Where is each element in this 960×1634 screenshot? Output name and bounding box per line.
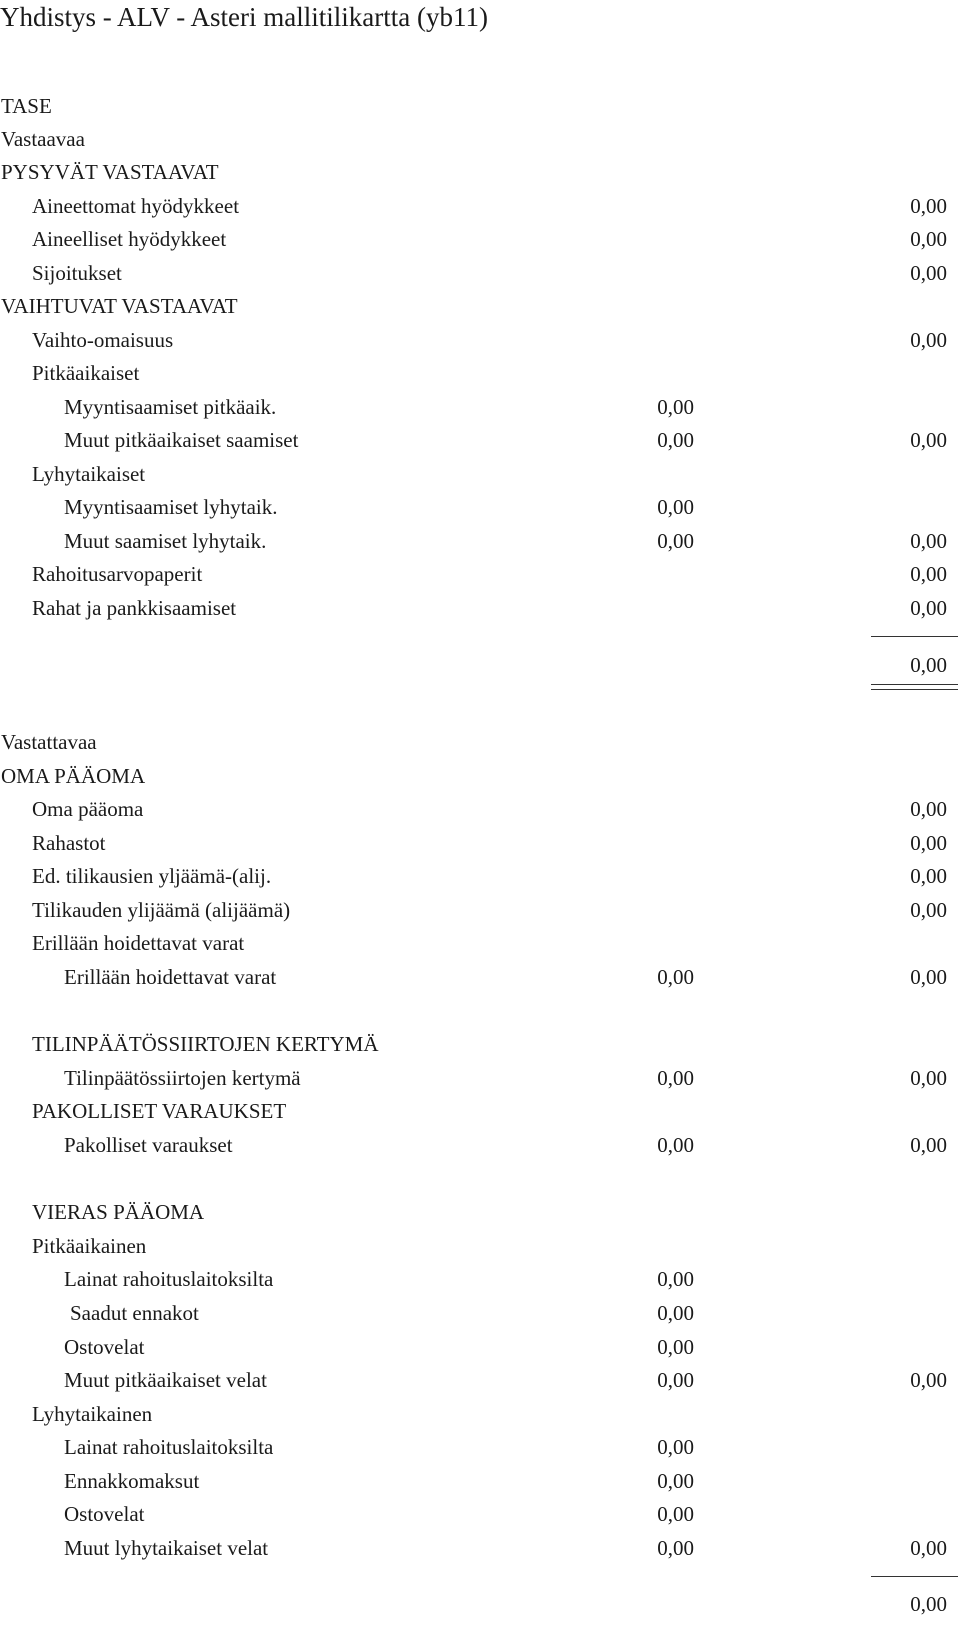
group-heading-tilinpaatos [0, 1027, 960, 1061]
assets-grand-total-row [0, 648, 960, 682]
row-label: Pakolliset varaukset [64, 1133, 233, 1157]
row-label: Pitkäaikainen [32, 1234, 147, 1258]
sub-value: 0,00 [657, 1267, 694, 1291]
sub-value: 0,00 [657, 395, 694, 419]
row-label: Lainat rahoituslaitoksilta [64, 1435, 274, 1459]
account-row [0, 557, 960, 591]
row-label: Rahoitusarvopaperit [32, 562, 203, 586]
row-label: OMA PÄÄOMA [1, 764, 146, 788]
account-row [0, 859, 960, 893]
account-row [0, 1430, 960, 1464]
row-label: Ennakkomaksut [64, 1469, 200, 1493]
row-label: Muut lyhytaikaiset velat [64, 1536, 269, 1560]
row-label: Oma pääoma [32, 797, 144, 821]
total-value: 0,00 [910, 328, 947, 352]
account-row [0, 490, 960, 524]
sum-rule [871, 636, 958, 637]
row-label: Vastattavaa [1, 730, 97, 754]
row-label: Lyhytaikaiset [32, 462, 146, 486]
total-value: 0,00 [910, 1368, 947, 1392]
total-value: 0,00 [910, 562, 947, 586]
row-label: PYSYVÄT VASTAAVAT [1, 160, 219, 184]
subgroup-heading [0, 926, 960, 960]
sub-value: 0,00 [657, 965, 694, 989]
row-label: Lyhytaikainen [32, 1402, 153, 1426]
row-label: Tilikauden ylijäämä (alijäämä) [32, 898, 291, 922]
sub-value: 0,00 [657, 1335, 694, 1359]
account-row [0, 1128, 960, 1162]
group-heading-pysyvat [0, 155, 960, 189]
row-label: Ed. tilikausien yljäämä-(alij. [32, 864, 272, 888]
row-label: Pitkäaikaiset [32, 361, 140, 385]
group-heading-pakolliset [0, 1094, 960, 1128]
account-row [0, 1061, 960, 1095]
row-label: TASE [1, 94, 52, 118]
account-row [0, 893, 960, 927]
total-value: 0,00 [910, 965, 947, 989]
row-label: Ostovelat [64, 1502, 145, 1526]
subgroup-heading [0, 1229, 960, 1263]
account-row [0, 1531, 960, 1565]
subgroup-heading [0, 457, 960, 491]
total-value: 0,00 [910, 898, 947, 922]
sum-rule [871, 1576, 958, 1577]
sub-value: 0,00 [657, 1066, 694, 1090]
sub-value: 0,00 [657, 1502, 694, 1526]
sub-value: 0,00 [657, 529, 694, 553]
account-row [0, 1497, 960, 1531]
row-label: PAKOLLISET VARAUKSET [32, 1099, 287, 1123]
row-label: Lainat rahoituslaitoksilta [64, 1267, 274, 1291]
account-row [0, 256, 960, 290]
account-row [0, 960, 960, 994]
row-label: Muut pitkäaikaiset velat [64, 1368, 267, 1392]
row-label: Sijoitukset [32, 261, 122, 285]
row-label: Erillään hoidettavat varat [32, 931, 245, 955]
grand-total-value: 0,00 [910, 1592, 947, 1616]
liabilities-grand-total-row [0, 1587, 960, 1621]
total-value: 0,00 [910, 428, 947, 452]
row-label: Rahastot [32, 831, 106, 855]
double-rule-top [871, 684, 958, 685]
section-heading-tase [0, 89, 960, 123]
sub-value: 0,00 [657, 1435, 694, 1459]
account-row [0, 323, 960, 357]
subgroup-heading [0, 356, 960, 390]
row-label: Ostovelat [64, 1335, 145, 1359]
sub-value: 0,00 [657, 428, 694, 452]
total-value: 0,00 [910, 1133, 947, 1157]
total-value: 0,00 [910, 261, 947, 285]
account-row [0, 1363, 960, 1397]
row-label: Rahat ja pankkisaamiset [32, 596, 237, 620]
account-row [0, 792, 960, 826]
row-label: Myyntisaamiset pitkäaik. [64, 395, 277, 419]
account-row [0, 390, 960, 424]
account-row [0, 591, 960, 625]
account-row [0, 826, 960, 860]
total-value: 0,00 [910, 1536, 947, 1560]
row-label: Tilinpäätössiirtojen kertymä [64, 1066, 301, 1090]
row-label: Muut saamiset lyhytaik. [64, 529, 267, 553]
sub-value: 0,00 [657, 1133, 694, 1157]
account-row [0, 1330, 960, 1364]
group-heading-vaihtuvat [0, 289, 960, 323]
total-value: 0,00 [910, 797, 947, 821]
group-heading-oma-paaoma [0, 759, 960, 793]
total-value: 0,00 [910, 194, 947, 218]
double-rule-bottom [871, 689, 958, 690]
account-row [0, 524, 960, 558]
total-value: 0,00 [910, 529, 947, 553]
row-label: VAIHTUVAT VASTAAVAT [1, 294, 238, 318]
row-label: VIERAS PÄÄOMA [32, 1200, 205, 1224]
account-row [0, 189, 960, 223]
total-value: 0,00 [910, 831, 947, 855]
sub-value: 0,00 [657, 1536, 694, 1560]
row-label: Vaihto-omaisuus [32, 328, 174, 352]
subgroup-heading [0, 1397, 960, 1431]
total-value: 0,00 [910, 227, 947, 251]
row-label: Aineelliset hyödykkeet [32, 227, 227, 251]
sub-value: 0,00 [657, 1368, 694, 1392]
section-heading-vastaavaa [0, 122, 960, 156]
row-label: Myyntisaamiset lyhytaik. [64, 495, 278, 519]
account-row [0, 423, 960, 457]
sub-value: 0,00 [657, 1301, 694, 1325]
row-label: Erillään hoidettavat varat [64, 965, 277, 989]
total-value: 0,00 [910, 864, 947, 888]
account-row [0, 222, 960, 256]
account-row [0, 1296, 960, 1330]
grand-total-value: 0,00 [910, 653, 947, 677]
sub-value: 0,00 [657, 1469, 694, 1493]
total-value: 0,00 [910, 596, 947, 620]
row-label: Aineettomat hyödykkeet [32, 194, 240, 218]
row-label: Vastaavaa [1, 127, 85, 151]
group-heading-vieras [0, 1195, 960, 1229]
row-label: Saadut ennakot [70, 1301, 199, 1325]
report-title: Yhdistys - ALV - Asteri mallitilikartta (yb11) [0, 2, 488, 32]
total-value: 0,00 [910, 1066, 947, 1090]
row-label: Muut pitkäaikaiset saamiset [64, 428, 299, 452]
account-row [0, 1464, 960, 1498]
sub-value: 0,00 [657, 495, 694, 519]
section-heading-vastattavaa [0, 725, 960, 759]
account-row [0, 1262, 960, 1296]
row-label: TILINPÄÄTÖSSIIRTOJEN KERTYMÄ [32, 1032, 379, 1056]
